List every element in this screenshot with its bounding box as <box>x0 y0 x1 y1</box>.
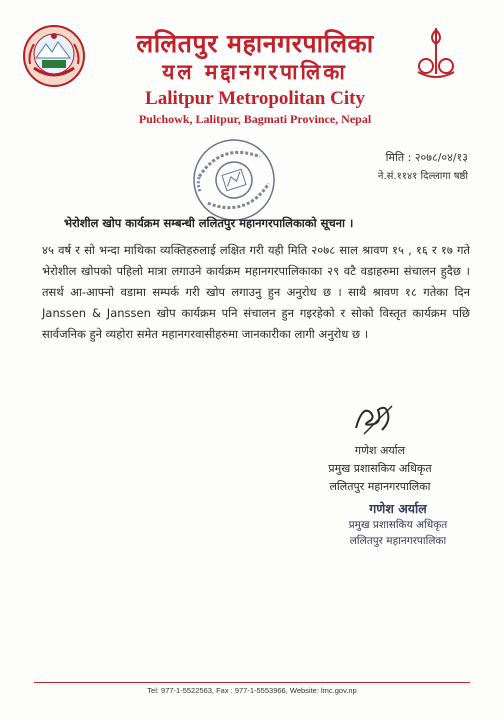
name-stamp-name: गणेश अर्याल <box>369 501 427 516</box>
footer-divider <box>34 682 470 683</box>
name-stamp-title: प्रमुख प्रशासकिय अधिकृत <box>348 519 448 531</box>
nepal-emblem-logo <box>22 24 86 88</box>
letter-date: मिति : २०७८/०४/१३ <box>385 151 468 164</box>
name-stamp-organization: ललितपुर महानगरपालिका <box>349 535 447 547</box>
notice-subject: भेरोशील खोप कार्यक्रम सम्बन्धी ललितपुर महानगरपालिकाको सूचना । <box>64 216 354 230</box>
footer-contact: Tel: 977-1-5522563, Fax : 977-1-5553966, Website: lmc.gov.np <box>147 686 357 695</box>
signatory-name: गणेश अर्याल <box>354 444 406 457</box>
signatory-organization: ललितपुर महानगरपालिका <box>329 480 431 493</box>
city-address: Pulchowk, Lalitpur, Bagmati Province, Nepal <box>138 112 372 126</box>
city-title-english: Lalitpur Metropolitan City <box>145 88 365 109</box>
city-title-nepali: ललितपुर महानगरपालिका <box>136 29 374 58</box>
city-title-newari: यल मद्दानगरपालिका <box>162 59 348 84</box>
handwritten-signature <box>352 400 404 436</box>
notice-body: ४५ वर्ष र सो भन्दा माथिका व्यक्तिहरुलाई लक्षित गरी यही मिति २०७८ साल श्रावण १५ , १६ र १७ गते भेरोशील खोपको पहिलो मात्रा लगाउने कार्यक्रम महानगरपालिकाका २९ वटै वडाहरुमा संचालन हुदैछ । तसर्थ आ-आफ्नो वडामा सम्पर्क गरी खोप लगाउनु हुन अनुरोध छ । साथै श्रावण १८ गतेका दिन Janssen & Janssen खोप कार्यक्रम पनि संचालन हुन गइरहेको र सोको विस्तृत कार्यक्रम पछि सार्वजनिक हुने व्यहोरा समेत महानगरवासीहरुमा जानकारीका लागी अनुरोध छ । <box>42 243 470 341</box>
city-symbol-logo <box>408 24 464 84</box>
signatory-title: प्रमुख प्रशासकिय अधिकृत <box>328 462 432 475</box>
letter-reference: ने.सं.११४१ दिल्लागा षष्ठी <box>377 171 468 182</box>
